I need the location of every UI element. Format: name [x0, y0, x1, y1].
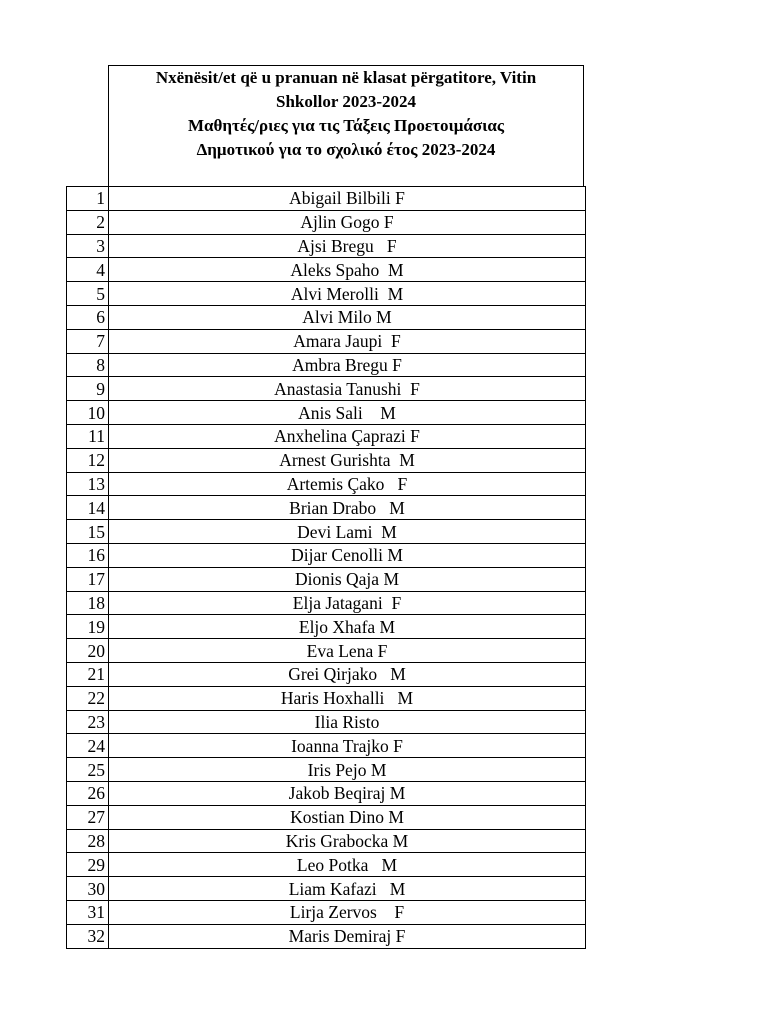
- row-number: 9: [67, 377, 109, 401]
- table-row: [67, 853, 586, 877]
- table-row: [67, 900, 586, 924]
- table-row: [67, 710, 586, 734]
- row-number: 4: [67, 258, 109, 282]
- row-number: 13: [67, 472, 109, 496]
- student-name: Aleks Spaho M: [109, 258, 586, 282]
- student-name: Elja Jatagani F: [109, 591, 586, 615]
- table-row: [67, 662, 586, 686]
- student-table: [66, 186, 586, 949]
- row-number: 5: [67, 282, 109, 306]
- row-number: 16: [67, 543, 109, 567]
- row-number: 23: [67, 710, 109, 734]
- student-name: Kostian Dino M: [109, 805, 586, 829]
- row-number: 7: [67, 329, 109, 353]
- row-number: 29: [67, 853, 109, 877]
- row-number: 3: [67, 234, 109, 258]
- row-number: 14: [67, 496, 109, 520]
- header-title-line-2: Shkollor 2023-2024: [276, 92, 416, 111]
- student-name: Abigail Bilbili F: [109, 187, 586, 211]
- table-row: [67, 924, 586, 948]
- table-row: [67, 472, 586, 496]
- row-number: 17: [67, 567, 109, 591]
- row-number: 20: [67, 639, 109, 663]
- row-number: 2: [67, 210, 109, 234]
- table-row: [67, 639, 586, 663]
- student-name: Liam Kafazi M: [109, 877, 586, 901]
- table-row: [67, 615, 586, 639]
- row-number: 27: [67, 805, 109, 829]
- row-number: 25: [67, 758, 109, 782]
- table-row: [67, 424, 586, 448]
- table-row: [67, 353, 586, 377]
- table-row: [67, 734, 586, 758]
- header-row: [66, 65, 584, 186]
- row-number: 30: [67, 877, 109, 901]
- row-number: 24: [67, 734, 109, 758]
- student-name: Anastasia Tanushi F: [109, 377, 586, 401]
- student-name: Devi Lami M: [109, 520, 586, 544]
- row-number: 1: [67, 187, 109, 211]
- student-name: Kris Grabocka M: [109, 829, 586, 853]
- row-number: 8: [67, 353, 109, 377]
- student-name: Alvi Merolli M: [109, 282, 586, 306]
- student-name: Ambra Bregu F: [109, 353, 586, 377]
- student-name: Ajlin Gogo F: [109, 210, 586, 234]
- table-row: [67, 877, 586, 901]
- row-number: 6: [67, 305, 109, 329]
- row-number: 12: [67, 448, 109, 472]
- table-row: [67, 758, 586, 782]
- row-number: 31: [67, 900, 109, 924]
- student-name: Leo Potka M: [109, 853, 586, 877]
- student-name: Alvi Milo M: [109, 305, 586, 329]
- row-number: 11: [67, 424, 109, 448]
- student-name: Iris Pejo M: [109, 758, 586, 782]
- table-row: [67, 234, 586, 258]
- student-name: Amara Jaupi F: [109, 329, 586, 353]
- student-name: Anis Sali M: [109, 401, 586, 425]
- table-row: [67, 520, 586, 544]
- student-name: Ajsi Bregu F: [109, 234, 586, 258]
- row-number: 26: [67, 781, 109, 805]
- table-row: [67, 258, 586, 282]
- table-row: [67, 210, 586, 234]
- student-list-sheet: [66, 65, 584, 949]
- student-name: Brian Drabo M: [109, 496, 586, 520]
- student-name: Arnest Gurishta M: [109, 448, 586, 472]
- table-row: [67, 377, 586, 401]
- student-name: Artemis Çako F: [109, 472, 586, 496]
- row-number: 15: [67, 520, 109, 544]
- header-title-line-4: Δημοτικού για το σχολικό έτος 2023-2024: [196, 140, 496, 159]
- row-number: 28: [67, 829, 109, 853]
- student-name: Lirja Zervos F: [109, 900, 586, 924]
- row-number: 21: [67, 662, 109, 686]
- header-title-line-1: Nxënësit/et që u pranuan në klasat përgatitore, Vitin: [155, 68, 537, 87]
- table-row: [67, 282, 586, 306]
- header-spacer: [66, 65, 108, 186]
- student-name: Grei Qirjako M: [109, 662, 586, 686]
- table-row: [67, 543, 586, 567]
- student-name: Eva Lena F: [109, 639, 586, 663]
- table-row: [67, 591, 586, 615]
- table-row: [67, 305, 586, 329]
- table-row: [67, 805, 586, 829]
- row-number: 19: [67, 615, 109, 639]
- student-name: Eljo Xhafa M: [109, 615, 586, 639]
- table-row: [67, 686, 586, 710]
- table-row: [67, 187, 586, 211]
- student-name: Anxhelina Çaprazi F: [109, 424, 586, 448]
- table-row: [67, 496, 586, 520]
- row-number: 18: [67, 591, 109, 615]
- student-name: Haris Hoxhalli M: [109, 686, 586, 710]
- header-title-cell: [108, 65, 584, 186]
- student-name: Jakob Beqiraj M: [109, 781, 586, 805]
- table-row: [67, 448, 586, 472]
- student-name: Ioanna Trajko F: [109, 734, 586, 758]
- header-title-line-3: Μαθητές/ριες για τις Τάξεις Προετοιμάσιας: [187, 116, 505, 135]
- student-name: Ilia Risto: [109, 710, 586, 734]
- student-name: Dionis Qaja M: [109, 567, 586, 591]
- student-name: Dijar Cenolli M: [109, 543, 586, 567]
- table-row: [67, 781, 586, 805]
- student-name: Maris Demiraj F: [109, 924, 586, 948]
- row-number: 32: [67, 924, 109, 948]
- table-row: [67, 829, 586, 853]
- row-number: 22: [67, 686, 109, 710]
- table-row: [67, 567, 586, 591]
- row-number: 10: [67, 401, 109, 425]
- table-row: [67, 329, 586, 353]
- table-row: [67, 401, 586, 425]
